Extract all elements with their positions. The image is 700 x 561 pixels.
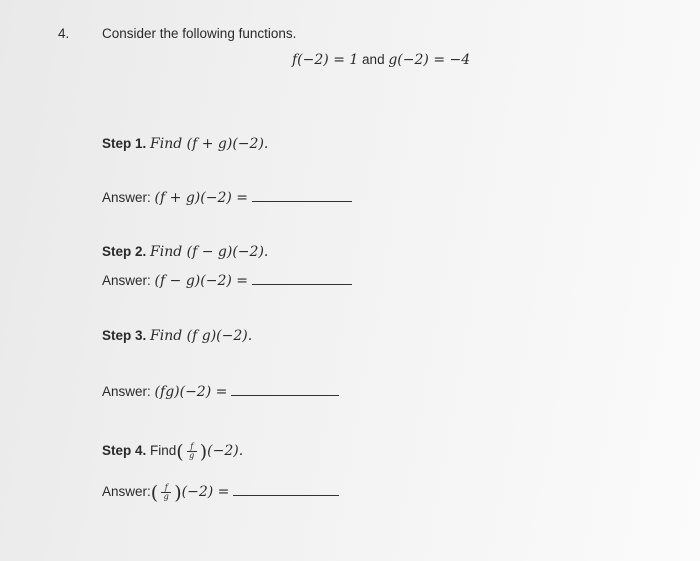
- given-f: f(−2) = 1: [292, 52, 359, 68]
- given-values: [292, 52, 470, 68]
- step-4-left-paren: (: [176, 441, 184, 463]
- step-4-prompt: [102, 441, 244, 463]
- step-3-prompt: [102, 328, 252, 344]
- given-g: g(−2) = −4: [388, 52, 471, 68]
- problem-intro: Consider the following functions.: [102, 26, 297, 41]
- step-4-answer: [102, 482, 339, 504]
- step-4-answer-frac-den: g: [163, 492, 169, 501]
- step-4-answer-label: Answer:: [102, 484, 151, 499]
- step-1-answer-label: Answer:: [102, 190, 151, 205]
- step-4-frac-num: f: [190, 442, 194, 451]
- step-4-answer-fraction: [159, 484, 173, 500]
- step-4-label: Step 4.: [102, 443, 147, 458]
- step-4-answer-expr: (−2) =: [181, 484, 230, 500]
- step-2-prompt: [102, 244, 268, 260]
- problem-number: 4.: [58, 26, 70, 41]
- step-2-answer-label: Answer:: [102, 273, 151, 288]
- step-4-answer-blank[interactable]: [233, 495, 339, 496]
- step-4-answer-left-paren: (: [150, 482, 159, 504]
- step-2-label: Step 2.: [102, 244, 147, 259]
- step-4-answer-frac-num: f: [164, 483, 168, 492]
- step-4-fraction: [185, 443, 199, 459]
- step-3-label: Step 3.: [102, 328, 147, 343]
- step-4-frac-den: g: [189, 451, 195, 460]
- step-2-answer: [102, 273, 352, 289]
- step-2-answer-expr: (f − g)(−2) =: [154, 273, 248, 289]
- step-3-answer: [102, 384, 339, 400]
- step-4-find: Find: [150, 443, 177, 458]
- step-3-answer-label: Answer:: [102, 384, 151, 399]
- step-1-answer-blank[interactable]: [252, 201, 352, 202]
- step-3-text: Find (f g)(−2).: [150, 328, 253, 344]
- step-4-answer-right-paren: ): [174, 482, 182, 504]
- step-3-answer-expr: (fg)(−2) =: [154, 384, 228, 400]
- step-1-answer: [102, 190, 352, 206]
- step-1-prompt: [102, 136, 268, 152]
- step-4-right-paren: ): [199, 441, 208, 463]
- step-2-answer-blank[interactable]: [252, 284, 352, 285]
- step-2-text: Find (f − g)(−2).: [150, 244, 269, 260]
- step-1-answer-expr: (f + g)(−2) =: [154, 190, 248, 206]
- step-3-answer-blank[interactable]: [231, 395, 339, 396]
- step-1-text: Find (f + g)(−2).: [150, 136, 269, 152]
- given-and: and: [362, 52, 385, 67]
- step-1-label: Step 1.: [102, 136, 147, 151]
- step-4-text: (−2).: [207, 443, 244, 459]
